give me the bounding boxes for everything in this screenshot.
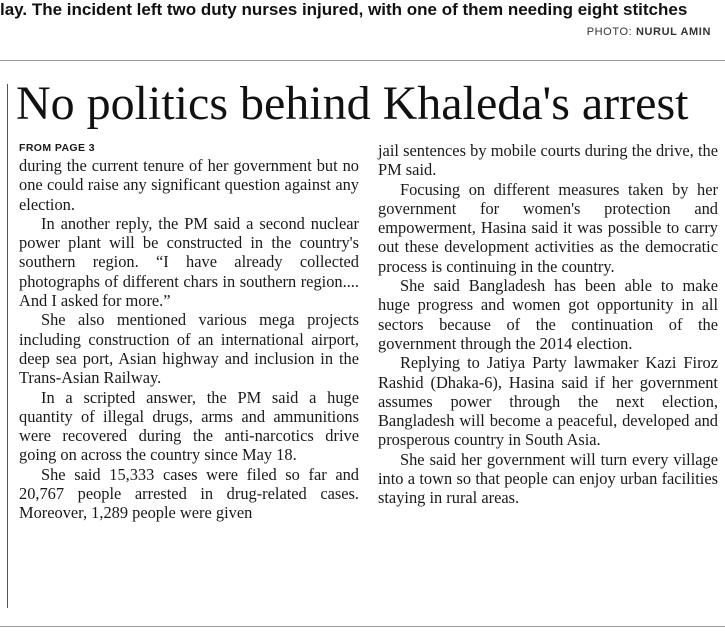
photo-credit [587,26,711,38]
article-headline: No politics behind Khaleda's arrest [16,77,689,130]
top-divider [0,60,725,61]
paragraph: jail sentences by mobile courts during the drive, the PM said. [378,141,718,180]
bottom-divider [0,626,725,627]
paragraph: She said 15,333 cases were filed so far and 20,767 people arrested in drug-related cases. Moreover, 1,289 people were given [19,464,359,523]
article-column-left [19,141,359,523]
continuation-label: FROM PAGE 3 [19,142,95,154]
paragraph: In another reply, the PM said a second nuclear power plant will be constructed in the country's southern region. “I have already collected photographs of different chars in southern region.... And I asked for more.” [19,213,359,311]
paragraph: Focusing on different measures taken by her government for women's protection and empowerment, Hasina said it was possible to carry out these development activities as the democratic process is continuing in the country. [378,179,718,276]
article-column-right [378,141,718,508]
paragraph: She said her government will turn every village into a town so that people can enjoy urban facilities staying in rural areas. [378,449,718,508]
article-side-rule [7,84,8,608]
paragraph: She also mentioned various mega projects including construction of an international airport, deep sea port, Asian highway and inclusion in the Trans-Asian Railway. [19,310,359,388]
paragraph: during the current tenure of her government but no one could raise any significant question against any election. [19,156,359,214]
paragraph: In a scripted answer, the PM said a huge quantity of illegal drugs, arms and ammunitions were recovered during the anti-narcotics drive going on across the country since May 18. [19,387,359,465]
photo-caption: lay. The incident left two duty nurses injured, with one of them needing eight stitches [0,0,688,19]
photo-credit-label: PHOTO: [586,26,633,38]
paragraph: Replying to Jatiya Party lawmaker Kazi Firoz Rashid (Dhaka-6), Hasina said if her government assumes power through the next election, Bangladesh will become a peaceful, developed and prosperous country in South Asia. [378,353,718,450]
photographer-name: NURUL AMIN [635,26,711,38]
paragraph: She said Bangladesh has been able to make huge progress and women got opportunity in all sectors because of the continuation of the government through the 2014 election. [378,276,718,353]
